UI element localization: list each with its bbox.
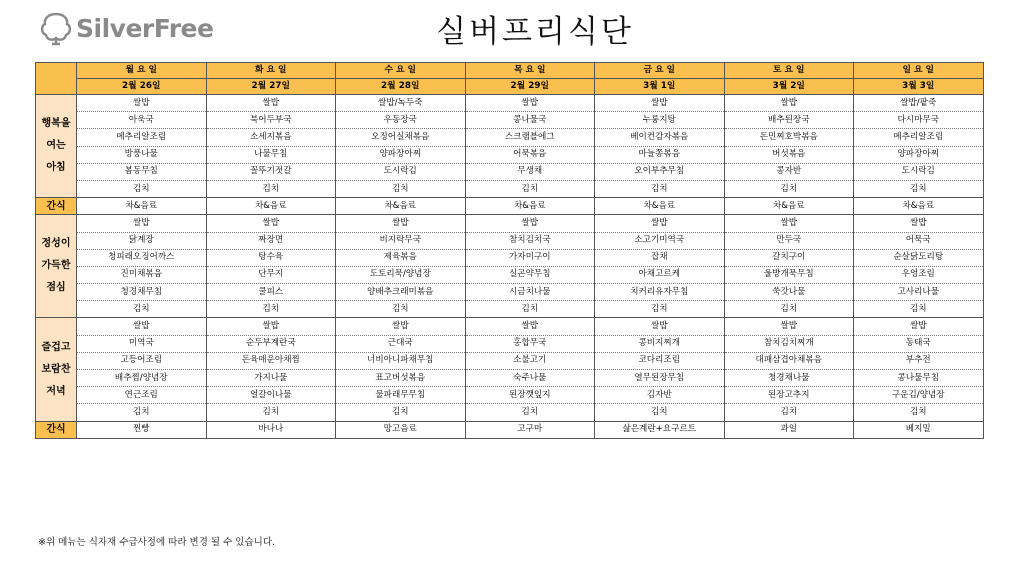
day-date: 3월 3일: [854, 79, 984, 95]
dinner-row: [36, 370, 984, 387]
lunch-menu-cell: 순살닭도리탕: [854, 249, 984, 266]
dinner-menu-cell: 콩나물무침: [854, 370, 984, 387]
breakfast-menu-cell: 메추리알조림: [77, 129, 207, 146]
morning-snack-menu-cell: 차&음료: [595, 198, 725, 215]
breakfast-menu-cell: 쌀밥/팥죽: [854, 95, 984, 112]
breakfast-menu-cell: 버섯볶음: [724, 146, 854, 163]
lunch-row: [36, 215, 984, 232]
dinner-menu-cell: 부추전: [854, 352, 984, 369]
evening-snack-menu-cell: 고구마: [465, 421, 595, 438]
lunch-menu-cell: 만두국: [724, 232, 854, 249]
lunch-menu-cell: 갈치구이: [724, 249, 854, 266]
dinner-menu-cell: 김자반: [595, 387, 725, 404]
evening-snack-menu-cell: 과일: [724, 421, 854, 438]
lunch-label-line: 가득한: [41, 260, 71, 272]
dinner-menu-cell: 돈육매운아채찜: [206, 352, 336, 369]
lunch-row: [36, 249, 984, 266]
day-name: 수 요 일: [336, 63, 466, 79]
evening-snack-label: 간식: [36, 421, 77, 438]
morning-snack-row: [36, 198, 984, 215]
breakfast-menu-cell: 소세지볶음: [206, 129, 336, 146]
breakfast-row: [36, 180, 984, 197]
dinner-label-line: 보람찬: [41, 363, 71, 375]
dinner-menu-cell: 쌀밥: [336, 318, 466, 335]
dinner-menu-cell: 쌀밥: [465, 318, 595, 335]
breakfast-menu-cell: 돈민찌호박볶음: [724, 129, 854, 146]
lunch-menu-cell: 김치: [854, 301, 984, 318]
breakfast-menu-cell: 쌀밥: [77, 95, 207, 112]
lunch-label-line: 점심: [46, 282, 66, 294]
breakfast-menu-cell: 배추된장국: [724, 112, 854, 129]
breakfast-menu-cell: 김치: [854, 180, 984, 197]
dinner-menu-cell: 구운김/양념장: [854, 387, 984, 404]
evening-snack-row: [36, 421, 984, 438]
dinner-menu-cell: 고등어조림: [77, 352, 207, 369]
lunch-menu-cell: 김치: [724, 301, 854, 318]
lunch-menu-cell: 쌀밥: [206, 215, 336, 232]
lunch-menu-cell: 청피래오징어까스: [77, 249, 207, 266]
breakfast-menu-cell: 콩자반: [724, 163, 854, 180]
day-date: 2월 27일: [206, 79, 336, 95]
breakfast-menu-cell: 방풍나물: [77, 146, 207, 163]
breakfast-label-line: 행복을: [41, 118, 71, 130]
day-date-row: [36, 79, 984, 95]
breakfast-menu-cell: 도시락김: [336, 163, 466, 180]
lunch-row: [36, 284, 984, 301]
evening-snack-menu-cell: 망고음료: [336, 421, 466, 438]
lunch-menu-cell: 김치: [336, 301, 466, 318]
dinner-menu-cell: 순두부계란국: [206, 335, 336, 352]
dinner-menu-cell: 미역국: [77, 335, 207, 352]
dinner-menu-cell: 김치: [206, 404, 336, 421]
dinner-label: [36, 318, 77, 421]
lunch-menu-cell: 참치김치국: [465, 232, 595, 249]
breakfast-label-line: 아침: [46, 162, 66, 174]
lunch-menu-cell: 쌀밥: [77, 215, 207, 232]
breakfast-menu-cell: 도시락김: [854, 163, 984, 180]
dinner-menu-cell: 숙주나물: [465, 370, 595, 387]
dinner-menu-cell: 가지나물: [206, 370, 336, 387]
evening-snack-menu-cell: 찐빵: [77, 421, 207, 438]
meal-plan-body: [36, 95, 984, 439]
day-name: 목 요 일: [465, 63, 595, 79]
breakfast-label-line: 여는: [46, 140, 66, 152]
breakfast-menu-cell: 양파장아찌: [854, 146, 984, 163]
dinner-menu-cell: 얼갈이나물: [206, 387, 336, 404]
lunch-row: [36, 232, 984, 249]
dinner-menu-cell: 콩비지찌개: [595, 335, 725, 352]
lunch-menu-cell: 쌀밥: [724, 215, 854, 232]
dinner-menu-cell: 쌀밥: [77, 318, 207, 335]
breakfast-menu-cell: 쌀밥: [465, 95, 595, 112]
lunch-menu-cell: 김치: [206, 301, 336, 318]
day-name: 금 요 일: [595, 63, 725, 79]
dinner-menu-cell: 쌀밥: [724, 318, 854, 335]
breakfast-menu-cell: 쌀밥: [724, 95, 854, 112]
lunch-label: [36, 215, 77, 318]
lunch-menu-cell: 잡채: [595, 249, 725, 266]
breakfast-menu-cell: 김치: [465, 180, 595, 197]
lunch-menu-cell: 양배추크래미볶음: [336, 284, 466, 301]
lunch-menu-cell: 청경채무침: [77, 284, 207, 301]
morning-snack-menu-cell: 차&음료: [336, 198, 466, 215]
lunch-menu-cell: 김치: [465, 301, 595, 318]
dinner-menu-cell: 참치김치찌개: [724, 335, 854, 352]
breakfast-menu-cell: 스크램블에그: [465, 129, 595, 146]
lunch-menu-cell: 쌀밥: [336, 215, 466, 232]
day-name: 일 요 일: [854, 63, 984, 79]
evening-snack-menu-cell: 바나나: [206, 421, 336, 438]
lunch-row: [36, 266, 984, 283]
dinner-menu-cell: 근대국: [336, 335, 466, 352]
dinner-row: [36, 335, 984, 352]
breakfast-menu-cell: 북어두부국: [206, 112, 336, 129]
day-name: 월 요 일: [77, 63, 207, 79]
lunch-menu-cell: 김치: [595, 301, 725, 318]
dinner-menu-cell: 된장고추지: [724, 387, 854, 404]
day-date: 2월 26일: [77, 79, 207, 95]
breakfast-row: [36, 146, 984, 163]
lunch-menu-cell: 쑥갓나물: [724, 284, 854, 301]
breakfast-menu-cell: 우동장국: [336, 112, 466, 129]
breakfast-menu-cell: 김치: [724, 180, 854, 197]
brand-name: SilverFree: [76, 13, 214, 43]
morning-snack-label: 간식: [36, 198, 77, 215]
breakfast-menu-cell: 봄동무침: [77, 163, 207, 180]
lunch-menu-cell: 비지락무국: [336, 232, 466, 249]
dinner-menu-cell: 쌀밥: [206, 318, 336, 335]
footnote: ※위 메뉴는 식자재 수급사정에 따라 변경 될 수 있습니다.: [38, 537, 276, 548]
dinner-menu-cell: 열무된장무침: [595, 370, 725, 387]
lunch-menu-cell: 제육볶음: [336, 249, 466, 266]
lunch-menu-cell: 울방개묵무침: [724, 266, 854, 283]
breakfast-row: [36, 163, 984, 180]
lunch-menu-cell: 가자미구이: [465, 249, 595, 266]
lunch-menu-cell: 닭계장: [77, 232, 207, 249]
breakfast-label: [36, 95, 77, 198]
breakfast-menu-cell: 쌀밥: [595, 95, 725, 112]
dinner-row: [36, 404, 984, 421]
lunch-menu-cell: 어묵국: [854, 232, 984, 249]
dinner-menu-cell: 물파래무무침: [336, 387, 466, 404]
dinner-menu-cell: 너비아니파채무침: [336, 352, 466, 369]
breakfast-menu-cell: 김치: [336, 180, 466, 197]
meal-plan-table: [35, 62, 984, 439]
breakfast-menu-cell: 콩나물국: [465, 112, 595, 129]
dinner-row: [36, 318, 984, 335]
dinner-menu-cell: 소불고기: [465, 352, 595, 369]
lunch-menu-cell: 고사리나물: [854, 284, 984, 301]
lunch-menu-cell: 김치: [77, 301, 207, 318]
breakfast-menu-cell: 베이컨감자볶음: [595, 129, 725, 146]
breakfast-menu-cell: 메추리알조림: [854, 129, 984, 146]
morning-snack-menu-cell: 차&음료: [854, 198, 984, 215]
day-date: 2월 28일: [336, 79, 466, 95]
breakfast-row: [36, 129, 984, 146]
morning-snack-menu-cell: 차&음료: [77, 198, 207, 215]
header-corner: [36, 63, 77, 95]
dinner-menu-cell: 김치: [724, 404, 854, 421]
lunch-label-line: 정성이: [41, 238, 71, 250]
breakfast-menu-cell: 어묵볶음: [465, 146, 595, 163]
day-date: 3월 1일: [595, 79, 725, 95]
evening-snack-menu-cell: 베지밀: [854, 421, 984, 438]
lunch-row: [36, 301, 984, 318]
day-name-row: [36, 63, 984, 79]
page-title: 실버프리식단: [436, 14, 634, 50]
dinner-menu-cell: 김치: [854, 404, 984, 421]
dinner-menu-cell: 청경채나물: [724, 370, 854, 387]
breakfast-menu-cell: 무생채: [465, 163, 595, 180]
morning-snack-menu-cell: 차&음료: [465, 198, 595, 215]
dinner-menu-cell: 김치: [77, 404, 207, 421]
breakfast-menu-cell: 누룽지탕: [595, 112, 725, 129]
lunch-menu-cell: 치커리유자무침: [595, 284, 725, 301]
brand-logo: [38, 8, 213, 48]
breakfast-row: [36, 112, 984, 129]
day-name: 화 요 일: [206, 63, 336, 79]
lunch-menu-cell: 쌀밥: [465, 215, 595, 232]
dinner-menu-cell: 연근조림: [77, 387, 207, 404]
breakfast-menu-cell: 김치: [595, 180, 725, 197]
breakfast-menu-cell: 쌀밥/녹두죽: [336, 95, 466, 112]
lunch-menu-cell: 소고기미역국: [595, 232, 725, 249]
morning-snack-menu-cell: 차&음료: [724, 198, 854, 215]
lunch-menu-cell: 단무지: [206, 266, 336, 283]
dinner-menu-cell: 대패삼겹아채볶음: [724, 352, 854, 369]
evening-snack-menu-cell: 삶은계란+요구르트: [595, 421, 725, 438]
dinner-menu-cell: 코다리조림: [595, 352, 725, 369]
breakfast-menu-cell: 오이부추무침: [595, 163, 725, 180]
lunch-menu-cell: 시금치나물: [465, 284, 595, 301]
breakfast-menu-cell: 아욱국: [77, 112, 207, 129]
dinner-menu-cell: 된장깻잎지: [465, 387, 595, 404]
dinner-row: [36, 387, 984, 404]
day-name: 토 요 일: [724, 63, 854, 79]
lunch-menu-cell: 아채고르케: [595, 266, 725, 283]
dinner-menu-cell: 김치: [336, 404, 466, 421]
breakfast-menu-cell: 김치: [206, 180, 336, 197]
dinner-label-line: 저녁: [46, 385, 66, 397]
lunch-menu-cell: 쿨피스: [206, 284, 336, 301]
dinner-menu-cell: 쌀밥: [854, 318, 984, 335]
breakfast-menu-cell: 나물무침: [206, 146, 336, 163]
dinner-menu-cell: 표고버섯볶음: [336, 370, 466, 387]
breakfast-menu-cell: 양파장아찌: [336, 146, 466, 163]
dinner-menu-cell: 쌀밥: [595, 318, 725, 335]
dinner-menu-cell: 배추찜/양념장: [77, 370, 207, 387]
lunch-menu-cell: 우엉조림: [854, 266, 984, 283]
lunch-menu-cell: 짜장면: [206, 232, 336, 249]
lunch-menu-cell: 쌀밥: [595, 215, 725, 232]
lunch-menu-cell: 진미채볶음: [77, 266, 207, 283]
dinner-row: [36, 352, 984, 369]
lunch-menu-cell: 탕수육: [206, 249, 336, 266]
dinner-menu-cell: 김치: [595, 404, 725, 421]
dinner-menu-cell: 김치: [465, 404, 595, 421]
morning-snack-menu-cell: 차&음료: [206, 198, 336, 215]
breakfast-menu-cell: 마늘쫑볶음: [595, 146, 725, 163]
day-date: 2월 29일: [465, 79, 595, 95]
breakfast-menu-cell: 쌀밥: [206, 95, 336, 112]
day-date: 3월 2일: [724, 79, 854, 95]
breakfast-row: [36, 95, 984, 112]
dinner-label-line: 즐겁고: [41, 341, 71, 353]
breakfast-menu-cell: 김치: [77, 180, 207, 197]
breakfast-menu-cell: 다시마무국: [854, 112, 984, 129]
breakfast-menu-cell: 오징어실채볶음: [336, 129, 466, 146]
dinner-menu-cell: 동태국: [854, 335, 984, 352]
tree-logo-icon: [38, 10, 74, 46]
breakfast-menu-cell: 꼴뚜기젓갈: [206, 163, 336, 180]
lunch-menu-cell: 쌀밥: [854, 215, 984, 232]
lunch-menu-cell: 실곤약무침: [465, 266, 595, 283]
lunch-menu-cell: 도토리묵/양념장: [336, 266, 466, 283]
dinner-menu-cell: 홍합무국: [465, 335, 595, 352]
